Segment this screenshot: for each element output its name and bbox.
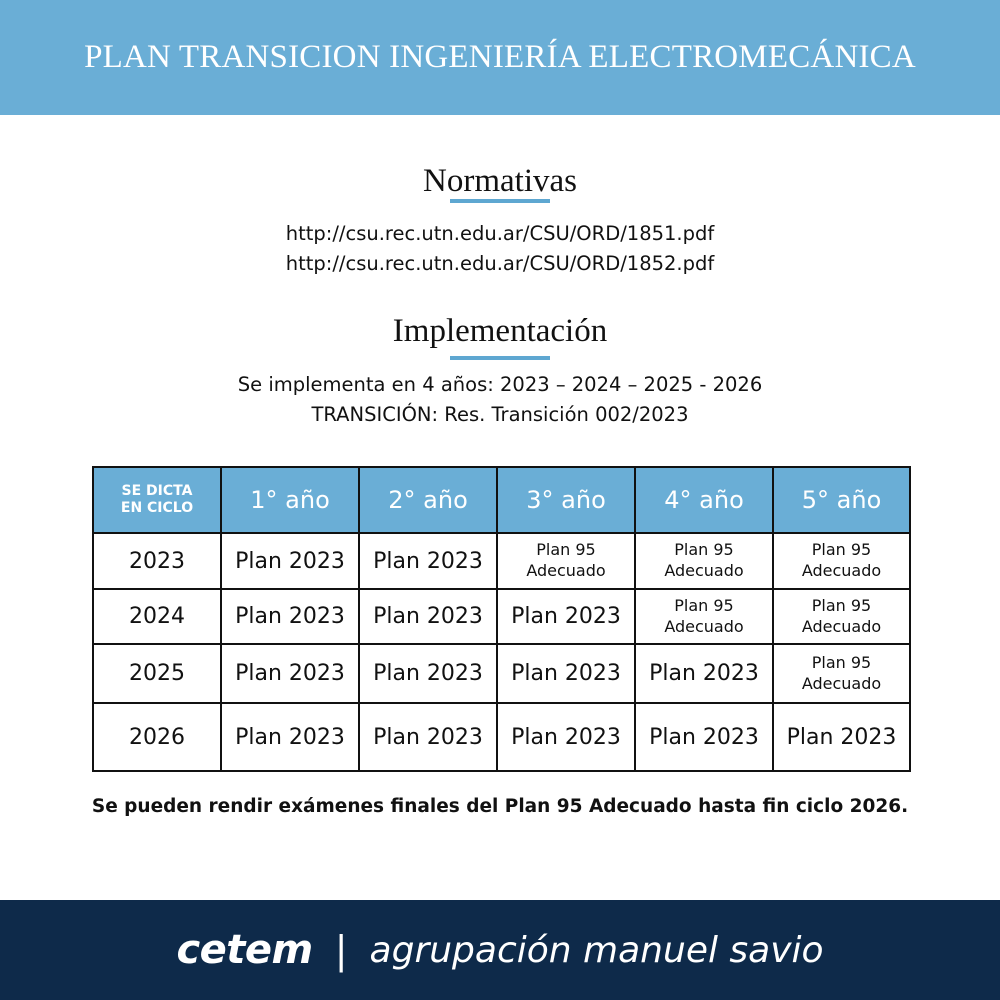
table-row — [93, 533, 910, 589]
corner-line-1: SE DICTA — [121, 482, 193, 499]
implementacion-underline — [450, 356, 550, 360]
year-2-header: 2° año — [359, 467, 497, 533]
plan-cell: Plan 2023 — [773, 703, 910, 771]
plan-cell: Plan 2023 — [497, 644, 635, 703]
plan-cell-line: Adecuado — [664, 561, 744, 580]
plan-cell: Plan 2023 — [221, 644, 359, 703]
table-header-row — [93, 467, 910, 533]
page-title: PLAN TRANSICION INGENIERÍA ELECTROMECÁNICA — [84, 39, 916, 75]
cycle-year-cell: 2025 — [93, 644, 221, 703]
plan-cell: Plan 2023 — [497, 703, 635, 771]
corner-line-2: EN CICLO — [120, 500, 194, 516]
plan-cell — [773, 589, 910, 644]
plan-cell-line: Adecuado — [801, 561, 882, 580]
plan-cell-line: Plan 95 — [811, 595, 872, 615]
implementation-years-text: Se implementa en 4 años: 2023 – 2024 – 2025 - 2026 — [237, 373, 763, 396]
plan-cell: Plan 2023 — [221, 589, 359, 644]
plan-cell: Plan 2023 — [359, 589, 497, 644]
year-4-header: 4° año — [635, 467, 773, 533]
plan-cell: Plan 2023 — [359, 703, 497, 771]
cycle-year-cell: 2024 — [93, 589, 221, 644]
table-row — [93, 589, 910, 644]
plan-cell: Plan 2023 — [635, 703, 773, 771]
plan-cell-line: Plan 95 — [536, 540, 596, 560]
plan-cell: Plan 2023 — [359, 644, 497, 703]
plan-cell-line: Plan 95 — [811, 652, 872, 672]
plan-cell-line: Adecuado — [801, 616, 882, 636]
cycle-year-cell: 2026 — [93, 703, 221, 771]
cycle-year-cell: 2023 — [93, 533, 221, 589]
plan-cell-line: Plan 95 — [811, 540, 872, 560]
header-banner — [0, 0, 1000, 115]
year-1-header: 1° año — [221, 467, 359, 533]
plan-cell-line: Adecuado — [801, 673, 882, 693]
cetem-logo-text: cetem — [176, 927, 313, 973]
plan-cell: Plan 2023 — [497, 589, 635, 644]
plan-cell: Plan 2023 — [359, 533, 497, 589]
plan-cell — [773, 644, 910, 703]
plan-cell-line: Adecuado — [664, 616, 744, 636]
normativa-link-2[interactable]: http://csu.rec.utn.edu.ar/CSU/ORD/1852.pdf — [285, 252, 715, 275]
year-5-header: 5° año — [773, 467, 910, 533]
footer-separator: | — [334, 928, 348, 972]
plan-cell: Plan 2023 — [221, 703, 359, 771]
plan-cell-line: Plan 95 — [674, 595, 734, 615]
table-row — [93, 644, 910, 703]
transition-plan-table — [92, 466, 911, 772]
plan-cell-line: Adecuado — [526, 561, 606, 580]
plan-cell — [497, 533, 635, 589]
normativa-link-1[interactable]: http://csu.rec.utn.edu.ar/CSU/ORD/1851.pdf — [285, 222, 715, 245]
plan-cell: Plan 2023 — [635, 644, 773, 703]
plan-cell — [773, 533, 910, 589]
plan-cell: Plan 2023 — [221, 533, 359, 589]
transition-resolution-text: TRANSICIÓN: Res. Transición 002/2023 — [311, 403, 689, 426]
table-row — [93, 703, 910, 771]
normativas-underline — [450, 199, 550, 203]
footer-banner — [0, 900, 1000, 1000]
implementacion-heading: Implementación — [392, 313, 608, 349]
plan-cell — [635, 589, 773, 644]
plan-cell — [635, 533, 773, 589]
normativas-heading: Normativas — [423, 163, 577, 199]
agrupacion-name: agrupación manuel savio — [369, 929, 824, 971]
cycle-column-header — [93, 467, 221, 533]
finals-note: Se pueden rendir exámenes finales del Plan 95 Adecuado hasta fin ciclo 2026. — [91, 796, 909, 817]
plan-cell-line: Plan 95 — [674, 540, 734, 560]
year-3-header: 3° año — [497, 467, 635, 533]
